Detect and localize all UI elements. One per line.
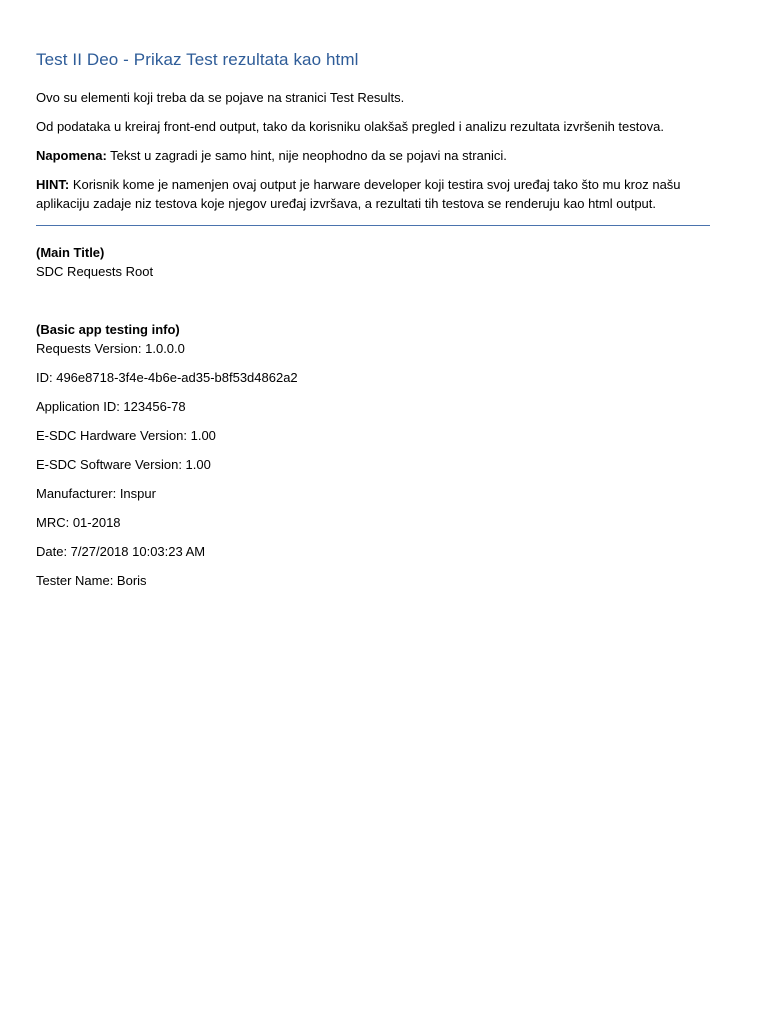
info-item-mrc: MRC: 01-2018 (36, 515, 121, 530)
intro-paragraph (36, 117, 712, 136)
info-item-manufacturer: Manufacturer: Inspur (36, 486, 156, 501)
hint-paragraph (36, 175, 712, 213)
main-title-value: SDC Requests Root (36, 264, 154, 279)
info-item-tester-name: Tester Name: Boris (36, 573, 147, 588)
basic-info-section (36, 320, 712, 590)
info-item-id: ID: 496e8718-3f4e-4b6e-ad35-b8f53d4862a2 (36, 370, 298, 385)
intro-paragraph-text: Ovo su elementi koji treba da se pojave na stranici Test Results. (36, 90, 405, 105)
basic-info-label: (Basic app testing info) (36, 322, 180, 337)
info-item-application-id: Application ID: 123456-78 (36, 399, 186, 414)
info-item-requests-version: Requests Version: 1.0.0.0 (36, 341, 185, 356)
hint-text: Korisnik kome je namenjen ovaj output je harware developer koji testira svoj uređaj tako što mu kroz našu aplikaciju zadaje niz testova koje njegov uređaj izvršava, a rezultati tih testova se renderuju kao html output. (36, 177, 681, 211)
section-divider (36, 225, 710, 226)
basic-info-list (36, 339, 712, 590)
note-label: Napomena: (36, 148, 107, 163)
intro-section (36, 88, 712, 213)
intro-paragraph (36, 88, 712, 107)
main-title-label: (Main Title) (36, 245, 105, 260)
info-item-software-version: E-SDC Software Version: 1.00 (36, 457, 211, 472)
main-title-section (36, 243, 712, 281)
intro-paragraph-text: Od podataka u kreiraj front-end output, tako da korisniku olakšaš pregled i analizu rezultata izvršenih testova. (36, 119, 664, 134)
note-text: Tekst u zagradi je samo hint, nije neophodno da se pojavi na stranici. (106, 148, 507, 163)
hint-label: HINT: (36, 177, 70, 192)
document-title: Test II Deo - Prikaz Test rezultata kao html (36, 50, 359, 69)
info-item-date: Date: 7/27/2018 10:03:23 AM (36, 544, 206, 559)
note-paragraph (36, 146, 712, 165)
info-item-hardware-version: E-SDC Hardware Version: 1.00 (36, 428, 216, 443)
